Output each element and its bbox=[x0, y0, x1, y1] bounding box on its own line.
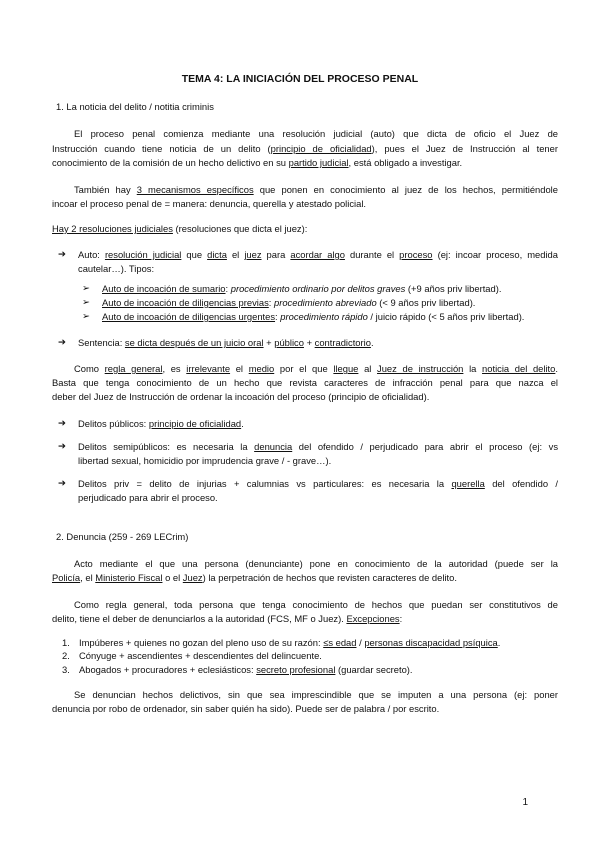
sub-item-urgentes: Auto de incoación de diligencias urgentes: procedimiento rápido / juicio rápido (< 5 años priv libertad). bbox=[102, 311, 525, 322]
s1-p1-line3: conocimiento de la comisión de un hecho delictivo en su partido judicial, está obligado a investigar. bbox=[52, 157, 463, 168]
s1-p4-line3: deber del Juez de Instrucción de ordenar la incoación del proceso (principio de oficialidad). bbox=[52, 391, 430, 402]
sub-arrow-icon: ➢ bbox=[82, 283, 90, 294]
arrow-icon: ➔ bbox=[58, 418, 66, 429]
delitos-privados-line1: Delitos priv = delito de injurias + calumnias vs particulares: es necesaria la querella del ofendido / bbox=[78, 478, 559, 489]
s1-p4-line2: Basta que tenga conocimiento de un hecho que revista caracteres de infracción penal para que nazca el bbox=[52, 377, 558, 388]
s1-p3: Hay 2 resoluciones judiciales (resoluciones que dicta el juez): bbox=[52, 223, 308, 234]
sub-item-sumario: Auto de incoación de sumario: procedimiento ordinario por delitos graves (+9 años priv libertad). bbox=[102, 283, 502, 294]
s1-p4-line1: Como regla general, es irrelevante el medio por el que llegue al Juez de instrucción la noticia del delito. bbox=[74, 363, 558, 374]
list-number: 2. bbox=[62, 650, 70, 661]
s2-p2-line1: Como regla general, toda persona que tenga conocimiento de hechos que puedan ser constitutivos de bbox=[74, 599, 558, 610]
delitos-publicos: Delitos públicos: principio de oficialidad. bbox=[78, 418, 244, 429]
sub-item-previas: Auto de incoación de diligencias previas: procedimiento abreviado (< 9 años priv libertad). bbox=[102, 297, 476, 308]
delitos-privados-line2: perjudicado para abrir el proceso. bbox=[78, 492, 218, 503]
section-1-heading: 1. La noticia del delito / notitia criminis bbox=[56, 101, 214, 112]
list-number: 3. bbox=[62, 664, 70, 675]
arrow-icon: ➔ bbox=[58, 337, 66, 348]
list-number: 1. bbox=[62, 637, 70, 648]
s2-p3-line1: Se denuncian hechos delictivos, sin que sea imprescindible que se imputen a una persona (ej: poner bbox=[74, 689, 558, 700]
page-title: TEMA 4: LA INICIACIÓN DEL PROCESO PENAL bbox=[181, 73, 419, 85]
arrow-icon: ➔ bbox=[58, 478, 66, 489]
delitos-semipublicos-line2: libertad sexual, homicidio por imprudencia grave / - grave…). bbox=[78, 455, 332, 466]
list-item: Cónyuge + ascendientes + descendientes del delincuente. bbox=[79, 650, 322, 661]
arrow-icon: ➔ bbox=[58, 249, 66, 260]
sentencia-line: Sentencia: se dicta después de un juicio oral + público + contradictorio. bbox=[78, 337, 374, 348]
section-2-heading: 2. Denuncia (259 - 269 LECrim) bbox=[56, 531, 189, 542]
page-number: 1 bbox=[522, 797, 528, 808]
auto-line2: cautelar…). Tipos: bbox=[78, 263, 155, 274]
arrow-icon: ➔ bbox=[58, 441, 66, 452]
delitos-semipublicos-line1: Delitos semipúblicos: es necesaria la denuncia del ofendido / perjudicado para abrir el proceso (ej: vs bbox=[78, 441, 559, 452]
s2-p1-line2: Policía, el Ministerio Fiscal o el Juez) la perpetración de hechos que revisten caracteres de delito. bbox=[52, 572, 457, 583]
s2-p2-line2: delito, tiene el deber de denunciarlos a la autoridad (FCS, MF o Juez). Excepciones: bbox=[52, 613, 403, 624]
s1-p1-line1: El proceso penal comienza mediante una resolución judicial (auto) que dicta de oficio el Juez de bbox=[74, 128, 558, 139]
s2-p1-line1: Acto mediante el que una persona (denunciante) pone en conocimiento de la autoridad (puede ser la bbox=[74, 558, 558, 569]
s1-p1-line2: Instrucción cuando tiene noticia de un delito (principio de oficialidad), pues el Juez de Instrucción al tener bbox=[52, 143, 558, 154]
auto-line1: Auto: resolución judicial que dicta el juez para acordar algo durante el proceso (ej: incoar proceso, medida bbox=[78, 249, 558, 260]
s2-p3-line2: denuncia por robo de ordenador, sin saber quién ha sido). Puede ser de palabra / por escrito. bbox=[52, 703, 440, 714]
list-item: Impúberes + quienes no gozan del pleno uso de su razón: ≤s edad / personas discapacidad psíquica. bbox=[79, 637, 501, 648]
sub-arrow-icon: ➢ bbox=[82, 311, 90, 322]
sub-arrow-icon: ➢ bbox=[82, 297, 90, 308]
list-item: Abogados + procuradores + eclesiásticos: secreto profesional (guardar secreto). bbox=[79, 664, 413, 675]
s1-p2-line2: incoar el proceso penal de = manera: denuncia, querella y atestado policial. bbox=[52, 198, 367, 209]
s1-p2-line1: También hay 3 mecanismos específicos que ponen en conocimiento al juez de los hechos, permitiéndole bbox=[74, 184, 558, 195]
